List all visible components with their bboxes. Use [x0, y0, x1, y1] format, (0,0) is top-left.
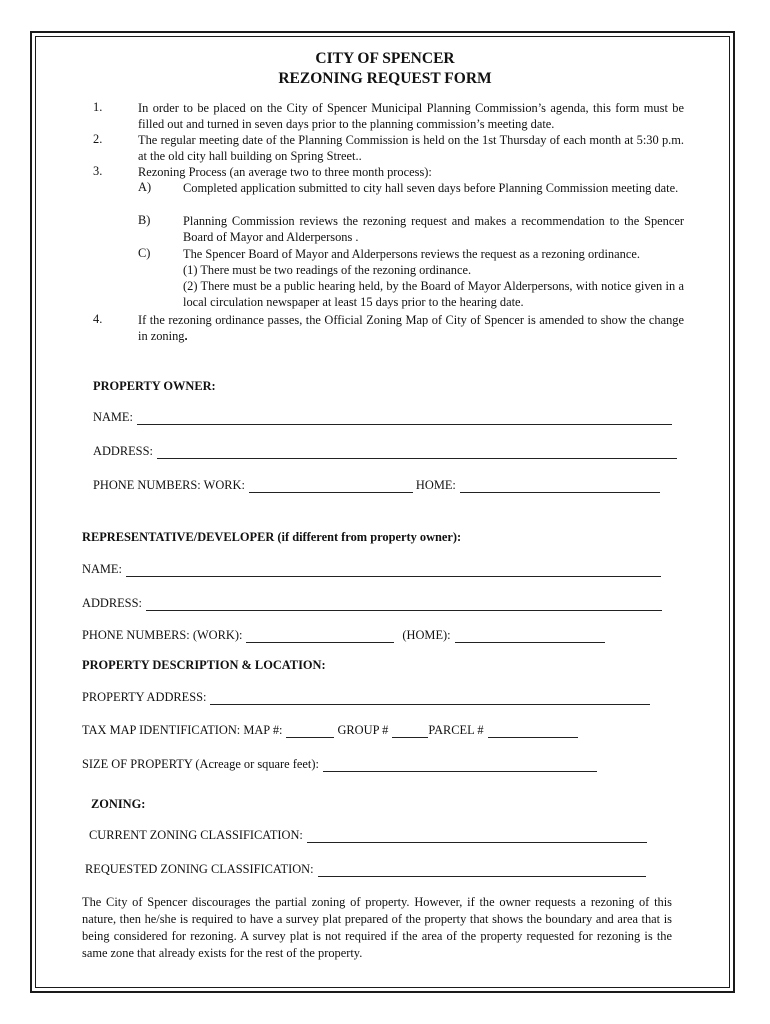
instruction-item: In order to be placed on the City of Spencer Municipal Planning Commission’s agenda, this form must be filled out and turned in seven days prior to the planning commission’s meeting date.	[138, 101, 684, 131]
owner-phone-field	[93, 478, 660, 493]
sub-item-letter: A)	[138, 180, 152, 194]
sub-item-letter: B)	[138, 213, 151, 227]
property-size-label: SIZE OF PROPERTY (Acreage or square feet):	[82, 757, 319, 771]
partial-zoning-notice: The City of Spencer discourages the partial zoning of property. However, if the owner requests a rezoning of this nature, then he/she is required to have a survey plat prepared of the property that shows the boundary and area that is being considered for rezoning. A survey plat is not required if the area of the property requested for rezoning is the same zone that already exists for the rest of the property.	[82, 895, 672, 960]
owner-name-input[interactable]	[137, 412, 672, 425]
owner-address-label: ADDRESS:	[93, 444, 153, 458]
rep-name-label: NAME:	[82, 562, 122, 576]
instruction-item: Rezoning Process (an average two to three month process):	[138, 165, 432, 179]
owner-phone-work-label: PHONE NUMBERS: WORK:	[93, 478, 245, 492]
zoning-heading: ZONING:	[91, 797, 146, 811]
instruction-item-period: .	[184, 329, 188, 343]
instruction-item	[138, 312, 684, 344]
current-zoning-input[interactable]	[307, 830, 647, 843]
item-number: 2.	[93, 132, 103, 146]
rep-phone-field	[82, 628, 605, 643]
rep-name-input[interactable]	[126, 564, 661, 577]
rep-phone-home-input[interactable]	[455, 630, 605, 643]
property-description-heading: PROPERTY DESCRIPTION & LOCATION:	[82, 658, 326, 672]
sub-item-note: (2) There must be a public hearing held, by the Board of Mayor Alderpersons, with notice given in a local circulation newspaper at least 15 days prior to the hearing date.	[183, 279, 684, 309]
property-address-field	[82, 690, 650, 705]
parcel-number-input[interactable]	[488, 725, 578, 738]
property-address-input[interactable]	[210, 692, 650, 705]
owner-phone-home-label: HOME:	[415, 478, 456, 492]
sub-item-note: (1) There must be two readings of the rezoning ordinance.	[183, 263, 472, 277]
tax-map-label: TAX MAP IDENTIFICATION: MAP #:	[82, 723, 283, 737]
property-size-field	[82, 757, 597, 772]
property-size-input[interactable]	[323, 759, 597, 772]
representative-heading: REPRESENTATIVE/DEVELOPER (if different from property owner):	[82, 530, 462, 544]
group-label: GROUP #	[337, 723, 389, 737]
property-owner-heading: PROPERTY OWNER:	[93, 379, 216, 393]
map-number-input[interactable]	[286, 725, 334, 738]
rep-address-label: ADDRESS:	[82, 596, 142, 610]
group-number-input[interactable]	[392, 725, 428, 738]
requested-zoning-field	[85, 862, 646, 877]
form-title-city: CITY OF SPENCER	[315, 50, 455, 67]
current-zoning-field	[89, 828, 647, 843]
instruction-item-text: If the rezoning ordinance passes, the Official Zoning Map of City of Spencer is amended to show the change in zoning	[138, 313, 684, 343]
owner-phone-home-input[interactable]	[460, 480, 660, 493]
rep-phone-home-label: (HOME):	[402, 628, 451, 642]
sub-item: Planning Commission reviews the rezoning request and makes a recommendation to the Spencer Board of Mayor and Alderpersons .	[183, 214, 684, 244]
sub-item: Completed application submitted to city hall seven days before Planning Commission meeting date.	[183, 181, 679, 195]
current-zoning-label: CURRENT ZONING CLASSIFICATION:	[89, 828, 303, 842]
instruction-item: The regular meeting date of the Planning Commission is held on the 1st Thursday of each month at 5:30 p.m. at the old city hall building on Spring Street..	[138, 133, 684, 163]
owner-name-label: NAME:	[93, 410, 133, 424]
item-number: 4.	[93, 312, 103, 326]
property-address-label: PROPERTY ADDRESS:	[82, 690, 207, 704]
item-number: 3.	[93, 164, 103, 178]
owner-address-field	[93, 444, 677, 459]
rep-name-field	[82, 562, 661, 577]
tax-map-field	[82, 723, 578, 738]
owner-name-field	[93, 410, 672, 425]
rep-phone-work-input[interactable]	[246, 630, 394, 643]
rep-phone-work-label: PHONE NUMBERS: (WORK):	[82, 628, 243, 642]
owner-phone-work-input[interactable]	[249, 480, 413, 493]
parcel-label: PARCEL #	[428, 723, 484, 737]
form-title: REZONING REQUEST FORM	[278, 70, 492, 87]
sub-item: The Spencer Board of Mayor and Alderpersons reviews the request as a rezoning ordinance.	[183, 247, 640, 261]
sub-item-letter: C)	[138, 246, 151, 260]
requested-zoning-label: REQUESTED ZONING CLASSIFICATION:	[85, 862, 314, 876]
rep-address-field	[82, 596, 662, 611]
rep-address-input[interactable]	[146, 598, 662, 611]
owner-address-input[interactable]	[157, 446, 677, 459]
requested-zoning-input[interactable]	[318, 864, 646, 877]
item-number: 1.	[93, 100, 103, 114]
